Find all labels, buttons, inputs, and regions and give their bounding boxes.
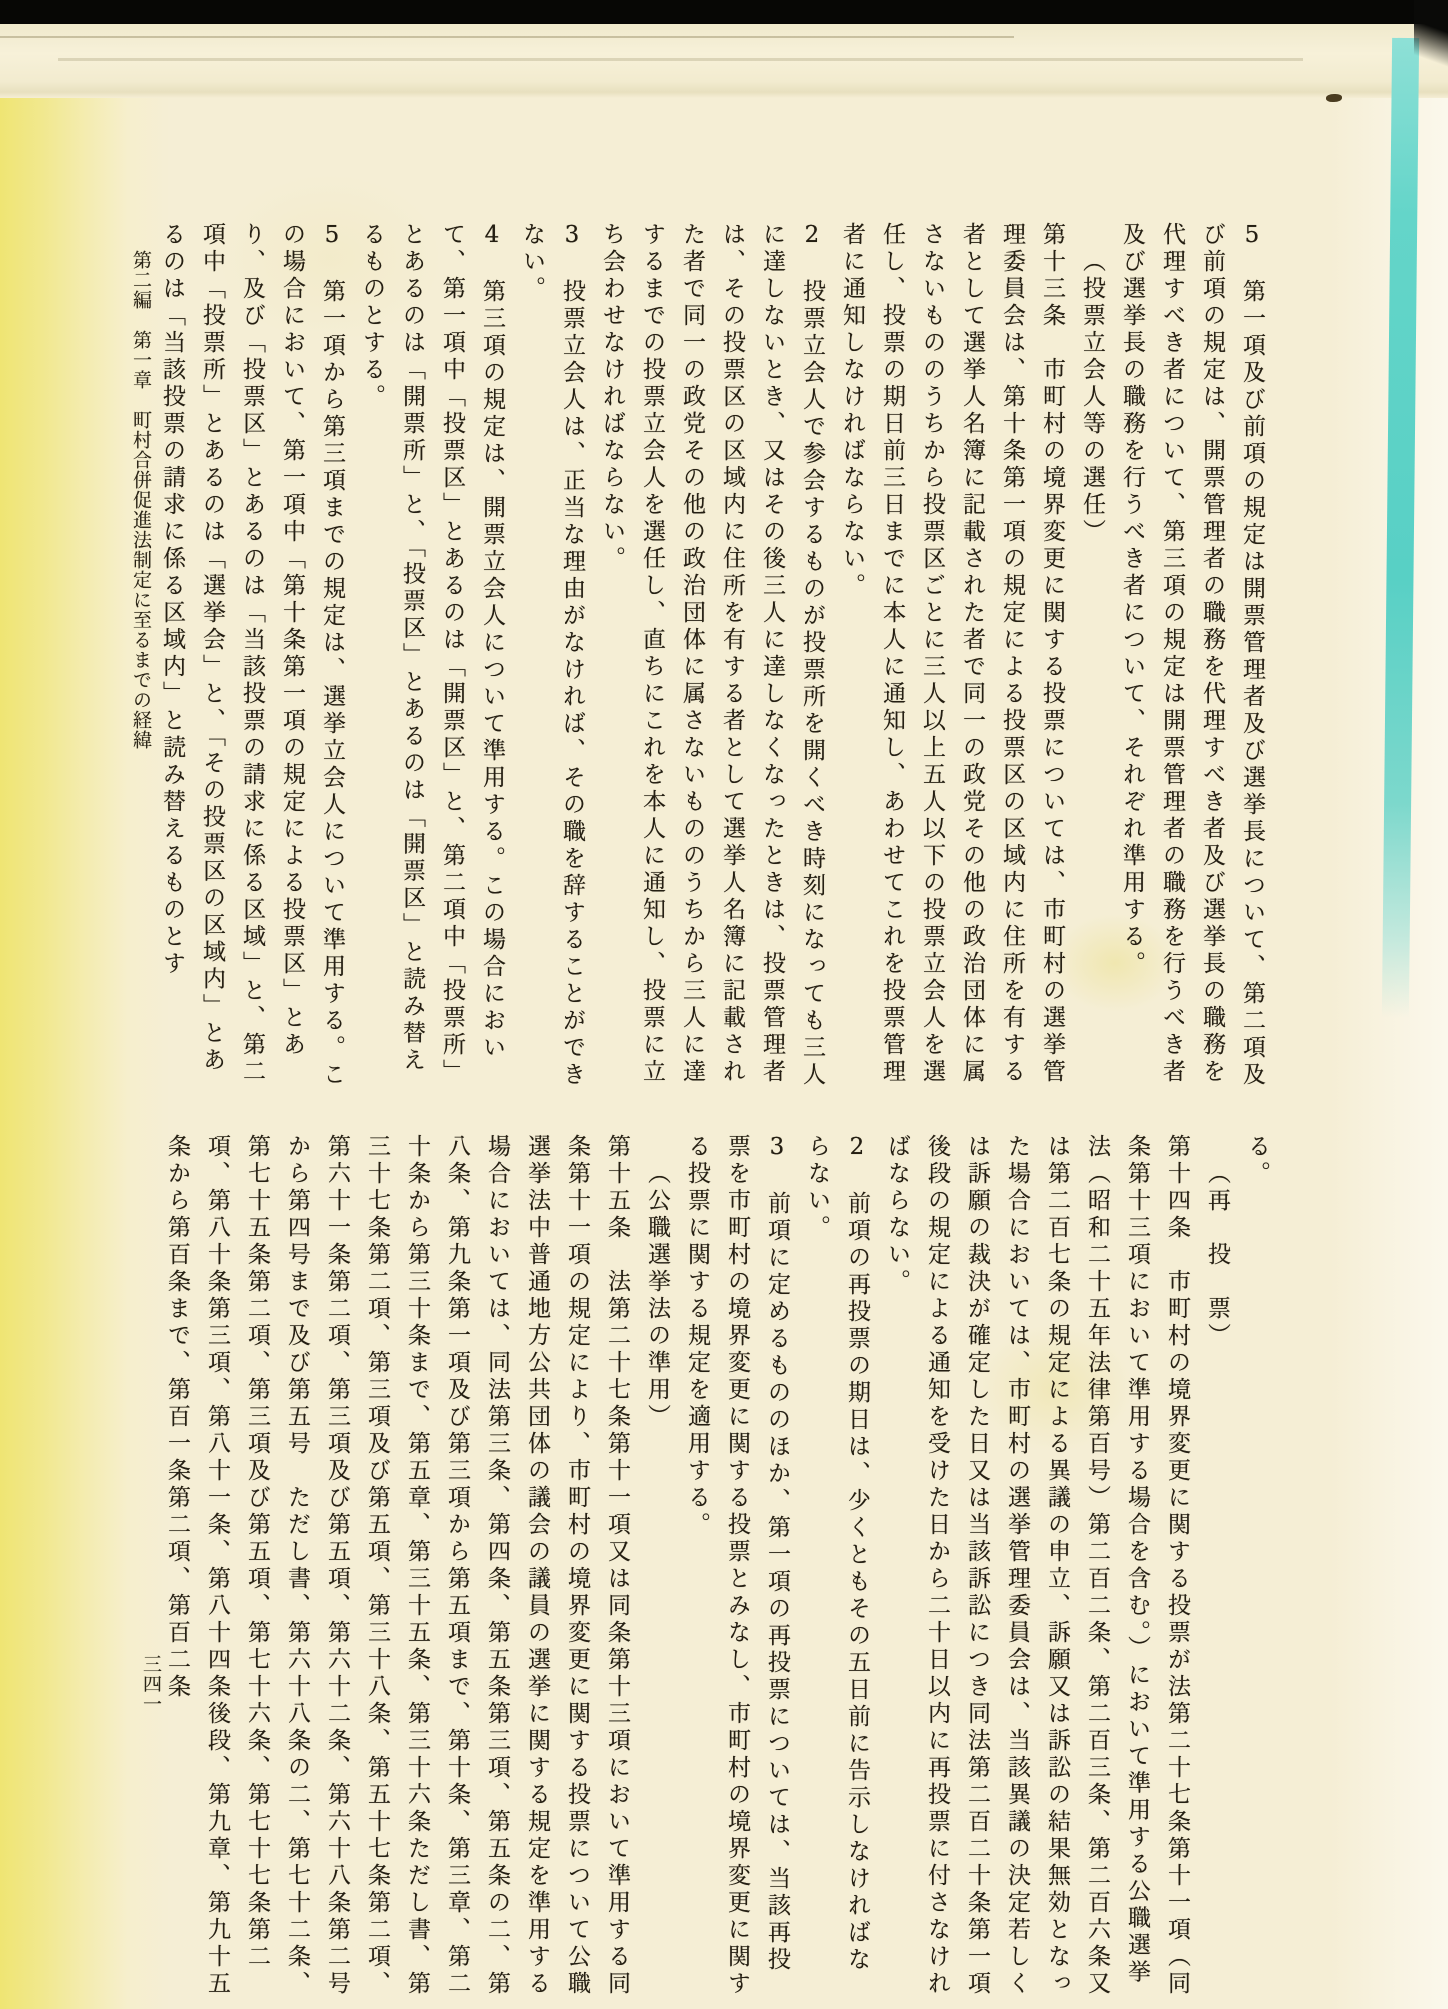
- law-article: 第十五条 法第二十七条第十一項又は同条第十三項において準用する同条第十一項の規定により、市町村の境界変更に関する投票について公職選挙法中普通地方公共団体の議会の議員の選挙に関する規定を準用する場合においては、同法第三条、第四条、第五条第三項、第五条の二、第八条、第九条第一項及び第三項から第五項まで、第十条、第三章、第二十条から第三十条まで、第五章、第三十五条、第三十六条ただし書、第三十七条第二項、第三項及び第五項、第三十八条、第五十七条第二項、第六十一条第二項、第三項及び第五項、第六十二条、第六十八条第二号から第四号まで及び第五号 ただし書、第六十八条の二、第七十二条、第七十五条第二項、第三項及び第五項、第七十六条、第七十七条第二項、第八十条第三項、第八十一条、第八十四条後段、第九章、第九十五条から第百条まで、第百一条第二項、第百二条: [164, 1134, 630, 1998]
- page-number: 三四一: [140, 1654, 162, 1714]
- scan-corner-shadow: [1414, 0, 1448, 96]
- ink-speck: [1326, 94, 1342, 102]
- law-article: 第十三条 市町村の境界変更に関する投票については、市町村の選挙管理委員会は、第十条第一項の規定による投票区の区域内に住所を有する者として選挙人名簿に記載された者で同一の政党その他の政治団体に属さないもののうちから投票区ごとに三人以上五人以下の投票立会人を選任し、投票の期日前三日までに本人に通知し、あわせてこれを投票管理者に通知しなければならない。: [839, 222, 1065, 1086]
- law-paragraph: 3 前項に定めるもののほか、第一項の再投票については、当該再投票を市町村の境界変更に関する投票とみなし、市町村の境界変更に関する投票に関する規定を適用する。: [684, 1134, 790, 1998]
- page-edges-band: [0, 24, 1448, 98]
- section-heading: （再 投 票）: [1204, 1161, 1230, 1350]
- continuation-line: る。: [1244, 1134, 1270, 1188]
- cyan-page-edge: [1382, 38, 1419, 1018]
- chapter-margin-header: 第二編 第一章 町村合併促進法制定に至るまでの経緯: [130, 250, 152, 750]
- law-paragraph: 3 投票立会人は、正当な理由がなければ、その職を辞することができない。: [519, 222, 585, 1089]
- law-paragraph: 5 第一項から第三項までの規定は、選挙立会人について準用する。この場合において、第一項中「第十条第一項の規定による投票区」とあり、及び「投票区」とあるのは「当該投票の請求に係る区域」と、第二項中「投票所」とあるのは「選挙会」と、「その投票区の区域内」とあるのは「当該投票の請求に係る区域内」と読み替えるものとす: [159, 222, 345, 1089]
- section-heading: （公職選挙法の準用）: [644, 1161, 670, 1431]
- law-article: 第十四条 市町村の境界変更に関する投票が法第二十七条第十一項（同条第十三項において準用する場合を含む。）において準用する公職選挙法（昭和二十五年法律第百号）第二百二条、第二百三条、第二百六条又は第二百七条の規定による異議の申立、訴願又は訴訟の結果無効となった場合においては、市町村の選挙管理委員会は、当該異議の決定若しくは訴願の裁決が確定した日又は当該訴訟につき同法第二百二十条第一項後段の規定による通知を受けた日から二十日以内に再投票に付さなければならない。: [884, 1134, 1190, 1998]
- law-paragraph: 2 前項の再投票の期日は、少くともその五日前に告示しなければならない。: [804, 1134, 870, 1974]
- paper: [0, 98, 1448, 2009]
- book-top-edge: [0, 0, 1448, 24]
- law-paragraph: 4 第三項の規定は、開票立会人について準用する。この場合において、第一項中「投票区」とあるのは「開票区」と、第二項中「投票所」とあるのは「開票所」と、「投票区」とあるのは「開票区」と読み替えるものとする。: [359, 222, 505, 1086]
- lower-text-block: [97, 1134, 1277, 2000]
- upper-text-block: [102, 222, 1272, 1100]
- law-paragraph: 5 第一項及び前項の規定は開票管理者及び選挙長について、第二項及び前項の規定は、開票管理者の職務を代理すべき者及び選挙長の職務を代理すべき者について、第三項の規定は開票管理者の職務を行うべき者及び選挙長の職務を行うべき者について、それぞれ準用する。: [1119, 222, 1265, 1089]
- law-paragraph: 2 投票立会人で参会するものが投票所を開くべき時刻になっても三人に達しないとき、又はその後三人に達しなくなったときは、投票管理者は、その投票区の区域内に住所を有する者として選挙人名簿に記載された者で同一の政党その他の政治団体に属さないもののうちから三人に達するまでの投票立会人を選任し、直ちにこれを本人に通知し、投票に立ち会わせなければならない。: [599, 222, 825, 1089]
- section-heading: （投票立会人等の選任）: [1079, 249, 1105, 546]
